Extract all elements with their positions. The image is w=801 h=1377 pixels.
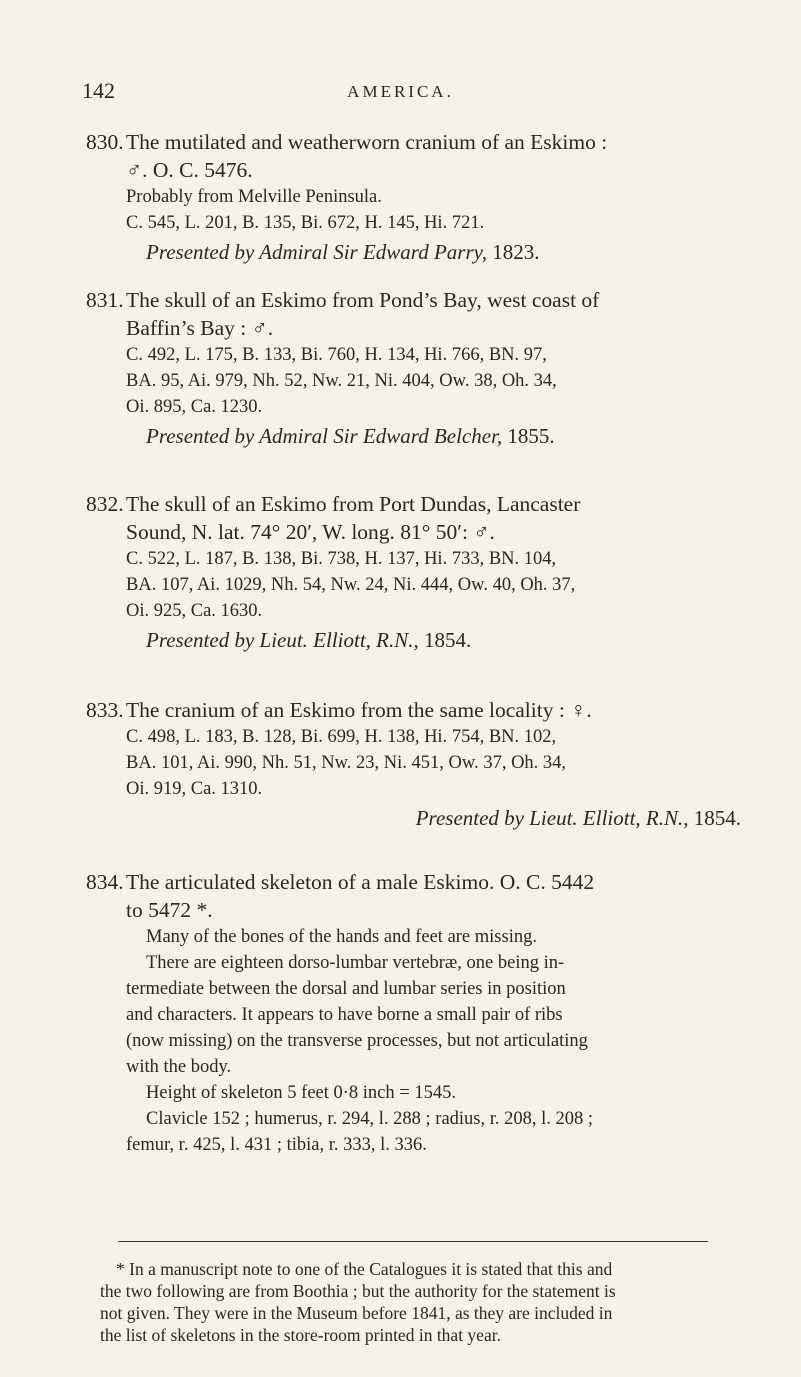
measurement-line: C. 492, L. 175, B. 133, Bi. 760, H. 134, Hi. 766, BN. 97,	[126, 345, 547, 365]
catalogue-entry-831	[86, 286, 741, 452]
footnote-line: the two following are from Boothia ; but the authority for the statement is	[100, 1281, 616, 1301]
entry-title: Baffin’s Bay : ♂.	[126, 316, 274, 340]
footnote-line: * In a manuscript note to one of the Catalogues it is stated that this and	[116, 1259, 613, 1279]
description-line: There are eighteen dorso-lumbar vertebræ, one being in-	[146, 953, 565, 973]
entry-number: 830.	[86, 130, 124, 154]
measurement-line: C. 498, L. 183, B. 128, Bi. 699, H. 138, Hi. 754, BN. 102,	[126, 727, 557, 747]
entry-number: 832.	[86, 492, 124, 516]
presented-by: Presented by Admiral Sir Edward Belcher,	[146, 424, 503, 448]
entry-note: Probably from Melville Peninsula.	[126, 187, 382, 207]
height-line: Height of skeleton 5 feet 0·8 inch = 1545.	[146, 1083, 456, 1103]
bone-measurements-line: Clavicle 152 ; humerus, r. 294, l. 288 ; radius, r. 208, l. 208 ;	[146, 1109, 594, 1129]
measurement-line: C. 545, L. 201, B. 135, Bi. 672, H. 145, Hi. 721.	[126, 213, 485, 233]
entry-title: ♂. O. C. 5476.	[126, 158, 253, 182]
footnote-line: not given. They were in the Museum before 1841, as they are included in	[100, 1303, 613, 1323]
entry-title: The skull of an Eskimo from Pond’s Bay, west coast of	[126, 288, 600, 312]
description-line: termediate between the dorsal and lumbar series in position	[126, 979, 566, 999]
presented-by: Presented by Lieut. Elliott, R.N.,	[146, 628, 419, 652]
entry-number: 831.	[86, 288, 124, 312]
catalogue-entry-830	[86, 128, 741, 268]
measurement-line: BA. 95, Ai. 979, Nh. 52, Nw. 21, Ni. 404, Ow. 38, Oh. 34,	[126, 371, 557, 391]
description-line: and characters. It appears to have borne a small pair of ribs	[126, 1005, 563, 1025]
measurement-line: BA. 101, Ai. 990, Nh. 51, Nw. 23, Ni. 451, Ow. 37, Oh. 34,	[126, 753, 567, 773]
measurement-line: BA. 107, Ai. 1029, Nh. 54, Nw. 24, Ni. 444, Ow. 40, Oh. 37,	[126, 575, 576, 595]
entry-number: 833.	[86, 698, 124, 722]
presentation-year: 1855.	[507, 424, 555, 448]
entry-title: The mutilated and weatherworn cranium of an Eskimo :	[126, 130, 608, 154]
entry-title: Sound, N. lat. 74° 20′, W. long. 81° 50′: ♂.	[126, 520, 495, 544]
presented-by: Presented by Admiral Sir Edward Parry,	[146, 240, 488, 264]
presentation-year: 1854.	[424, 628, 472, 652]
footnote	[100, 1258, 721, 1346]
entry-number: 834.	[86, 870, 124, 894]
presented-by: Presented by Lieut. Elliott, R.N.,	[415, 806, 689, 830]
footnote-line: the list of skeletons in the store-room printed in that year.	[100, 1325, 501, 1345]
measurement-line: C. 522, L. 187, B. 138, Bi. 738, H. 137, Hi. 733, BN. 104,	[126, 549, 557, 569]
description-line: (now missing) on the transverse processes, but not articulating	[126, 1031, 588, 1051]
measurement-line: Oi. 925, Ca. 1630.	[126, 601, 263, 621]
running-head: AMERICA.	[347, 82, 454, 101]
entry-title: to 5472 *.	[126, 898, 213, 922]
catalogue-entry-834	[86, 868, 741, 1158]
catalogue-entry-832	[86, 490, 741, 656]
presentation-year: 1823.	[492, 240, 540, 264]
measurement-line: Oi. 919, Ca. 1310.	[126, 779, 263, 799]
description-line: Many of the bones of the hands and feet are missing.	[146, 927, 537, 947]
entry-title: The articulated skeleton of a male Eskimo. O. C. 5442	[126, 870, 595, 894]
catalogue-entry-833	[86, 696, 741, 834]
measurement-line: Oi. 895, Ca. 1230.	[126, 397, 263, 417]
page-number: 142	[82, 78, 115, 103]
entry-title: The cranium of an Eskimo from the same locality : ♀.	[126, 698, 592, 722]
entry-title: The skull of an Eskimo from Port Dundas, Lancaster	[126, 492, 581, 516]
footnote-rule	[118, 1241, 708, 1242]
presentation-year: 1854.	[693, 806, 741, 830]
bone-measurements-line: femur, r. 425, l. 431 ; tibia, r. 333, l. 336.	[126, 1135, 427, 1155]
description-line: with the body.	[126, 1057, 232, 1077]
